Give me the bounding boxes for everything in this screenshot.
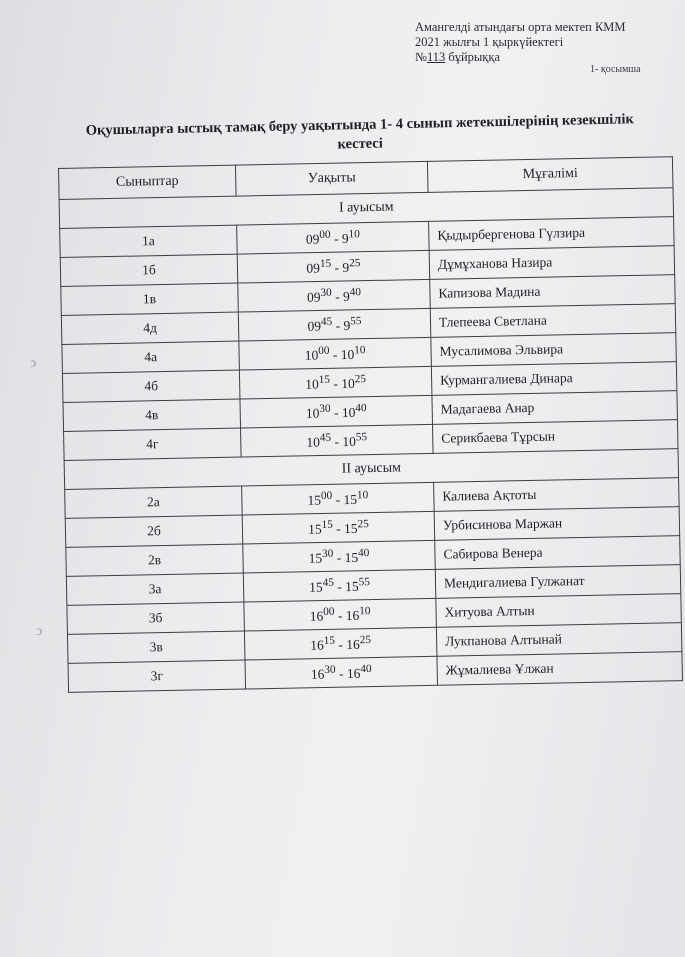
time-separator: -	[333, 578, 346, 595]
end-minute: 55	[355, 430, 368, 444]
time-separator: -	[331, 259, 343, 276]
time-separator: -	[333, 549, 345, 566]
end-hour: 15	[345, 578, 359, 594]
schedule-table	[58, 156, 683, 693]
order-date: 2021 жылғы 1 қыркүйектегі	[415, 35, 564, 49]
time-separator: -	[334, 636, 347, 653]
end-hour: 9	[342, 259, 350, 275]
class-cell: 2а	[65, 486, 243, 518]
time-cell	[244, 598, 437, 631]
teacher-cell: Тлепеева Светлана	[430, 304, 676, 338]
start-hour: 09	[307, 318, 322, 334]
teacher-cell: Лукпанова Алтынай	[436, 623, 682, 657]
end-minute: 25	[349, 256, 361, 270]
time-separator: -	[332, 520, 345, 537]
start-hour: 15	[307, 521, 322, 537]
start-hour: 16	[310, 666, 325, 682]
end-hour: 10	[341, 404, 356, 420]
start-minute: 15	[319, 257, 332, 270]
teacher-cell: Мусалимова Эльвира	[431, 333, 677, 367]
start-minute: 30	[320, 286, 332, 299]
end-hour: 16	[346, 636, 360, 652]
start-minute: 15	[321, 518, 333, 531]
teacher-cell: Серикбаева Тұрсын	[432, 420, 678, 454]
shift-label: I ауысым	[59, 188, 673, 229]
class-cell: 1б	[60, 254, 238, 286]
start-minute: 00	[319, 228, 331, 241]
class-cell: 4д	[61, 312, 239, 344]
end-minute: 25	[354, 372, 367, 386]
class-cell: 3а	[66, 573, 244, 605]
time-separator: -	[334, 607, 346, 624]
start-hour: 09	[305, 231, 320, 247]
class-cell: 4а	[62, 341, 240, 373]
page-title: Оқушыларға ыстық тамақ беру уақытында 1- 4 сынып жетекшілерінің кезекшілік кестесі	[85, 111, 634, 153]
start-hour: 09	[306, 260, 321, 276]
pen-mark: ↄ	[30, 356, 37, 371]
order-number: 113	[426, 50, 446, 64]
time-cell	[239, 366, 432, 399]
time-separator: -	[332, 317, 344, 334]
class-cell: 2б	[65, 515, 243, 547]
time-cell	[239, 337, 432, 370]
time-cell	[241, 424, 434, 457]
time-cell	[240, 395, 433, 428]
time-cell	[242, 482, 435, 515]
start-hour: 09	[306, 289, 321, 305]
start-minute: 45	[319, 431, 332, 444]
end-minute: 10	[359, 604, 371, 618]
time-separator: -	[329, 375, 342, 392]
time-cell	[237, 221, 430, 254]
teacher-cell: Курмангалиева Динара	[431, 362, 677, 396]
start-minute: 00	[320, 489, 333, 502]
end-hour: 9	[342, 288, 350, 304]
end-hour: 9	[341, 230, 349, 246]
teacher-cell: Сабирова Венера	[435, 536, 681, 570]
annex-label: 1- қосымша	[590, 64, 641, 75]
end-minute: 10	[348, 227, 360, 241]
teacher-cell: Мадагаева Анар	[432, 391, 678, 425]
teacher-cell: Калиева Ақтоты	[434, 478, 680, 512]
time-cell	[242, 511, 435, 544]
start-hour: 10	[306, 434, 321, 450]
class-cell: 3в	[67, 631, 245, 663]
end-minute: 55	[358, 575, 370, 589]
class-cell: 4г	[64, 428, 242, 460]
class-cell: 2в	[66, 544, 244, 576]
time-separator: -	[331, 288, 344, 305]
end-hour: 15	[344, 549, 359, 565]
teacher-cell: Капизова Мадина	[430, 275, 676, 309]
start-hour: 15	[307, 492, 322, 508]
start-hour: 15	[308, 550, 323, 566]
time-separator: -	[329, 346, 341, 363]
column-header-time: Уақыты	[235, 161, 428, 196]
end-hour: 10	[340, 346, 355, 362]
time-separator: -	[330, 230, 343, 247]
time-cell	[243, 569, 436, 602]
end-minute: 10	[356, 488, 369, 502]
start-hour: 10	[304, 347, 319, 363]
class-cell: 4в	[63, 399, 241, 431]
end-hour: 16	[345, 607, 360, 623]
time-separator: -	[331, 433, 343, 450]
school-name: Амангелді атындағы орта мектеп КММ	[415, 20, 626, 34]
start-minute: 30	[324, 663, 336, 676]
end-minute: 40	[349, 285, 362, 299]
column-header-teacher: Мұғалімі	[427, 157, 673, 193]
class-cell: 1в	[61, 283, 239, 315]
teacher-cell: Жұмалиева Ұлжан	[437, 652, 683, 686]
end-minute: 40	[355, 401, 367, 415]
time-cell	[238, 308, 431, 341]
end-hour: 15	[343, 520, 358, 536]
start-minute: 45	[322, 576, 334, 589]
document-header	[415, 20, 626, 65]
start-hour: 10	[305, 376, 319, 392]
pen-mark: ↄ	[36, 624, 43, 639]
time-cell	[237, 250, 430, 283]
class-cell: 3б	[67, 602, 245, 634]
time-separator: -	[332, 491, 344, 508]
time-cell	[244, 627, 437, 660]
end-minute: 25	[357, 517, 369, 531]
start-minute: 00	[318, 344, 330, 357]
end-minute: 40	[360, 662, 372, 676]
order-suffix: бұйрыққа	[445, 50, 501, 64]
start-minute: 30	[319, 402, 331, 415]
time-separator: -	[330, 404, 343, 421]
time-cell	[245, 656, 438, 689]
start-hour: 16	[309, 608, 324, 624]
end-hour: 15	[343, 491, 358, 507]
start-minute: 45	[320, 315, 333, 328]
start-hour: 10	[305, 405, 320, 421]
start-minute: 15	[318, 373, 331, 386]
class-cell: 3г	[68, 660, 246, 692]
end-hour: 10	[342, 433, 357, 449]
teacher-cell: Хитуова Алтын	[436, 594, 682, 628]
teacher-cell: Қыдырбергенова Гүлзира	[429, 217, 675, 251]
teacher-cell: Дұмұханова Назира	[429, 246, 675, 280]
start-minute: 15	[323, 634, 336, 647]
order-reference	[415, 50, 626, 65]
start-hour: 15	[309, 579, 323, 595]
column-header-classes: Сыныптар	[59, 165, 237, 199]
class-cell: 4б	[62, 370, 240, 402]
teacher-cell: Урбисинова Маржан	[434, 507, 680, 541]
end-minute: 55	[350, 314, 362, 328]
time-cell	[243, 540, 436, 573]
start-minute: 30	[321, 547, 334, 560]
teacher-cell: Мендигалиева Гулжанат	[435, 565, 681, 599]
end-minute: 40	[357, 546, 370, 560]
end-hour: 16	[346, 665, 361, 681]
end-hour: 9	[343, 317, 351, 333]
time-separator: -	[335, 665, 348, 682]
class-cell: 1а	[60, 225, 238, 257]
table-body	[59, 188, 682, 693]
shift-label: II ауысым	[64, 449, 678, 490]
start-minute: 00	[323, 605, 335, 618]
end-minute: 25	[359, 633, 372, 647]
end-minute: 10	[354, 343, 366, 357]
order-prefix: №	[415, 50, 427, 64]
start-hour: 16	[310, 637, 324, 653]
time-cell	[238, 279, 431, 312]
end-hour: 10	[341, 375, 355, 391]
